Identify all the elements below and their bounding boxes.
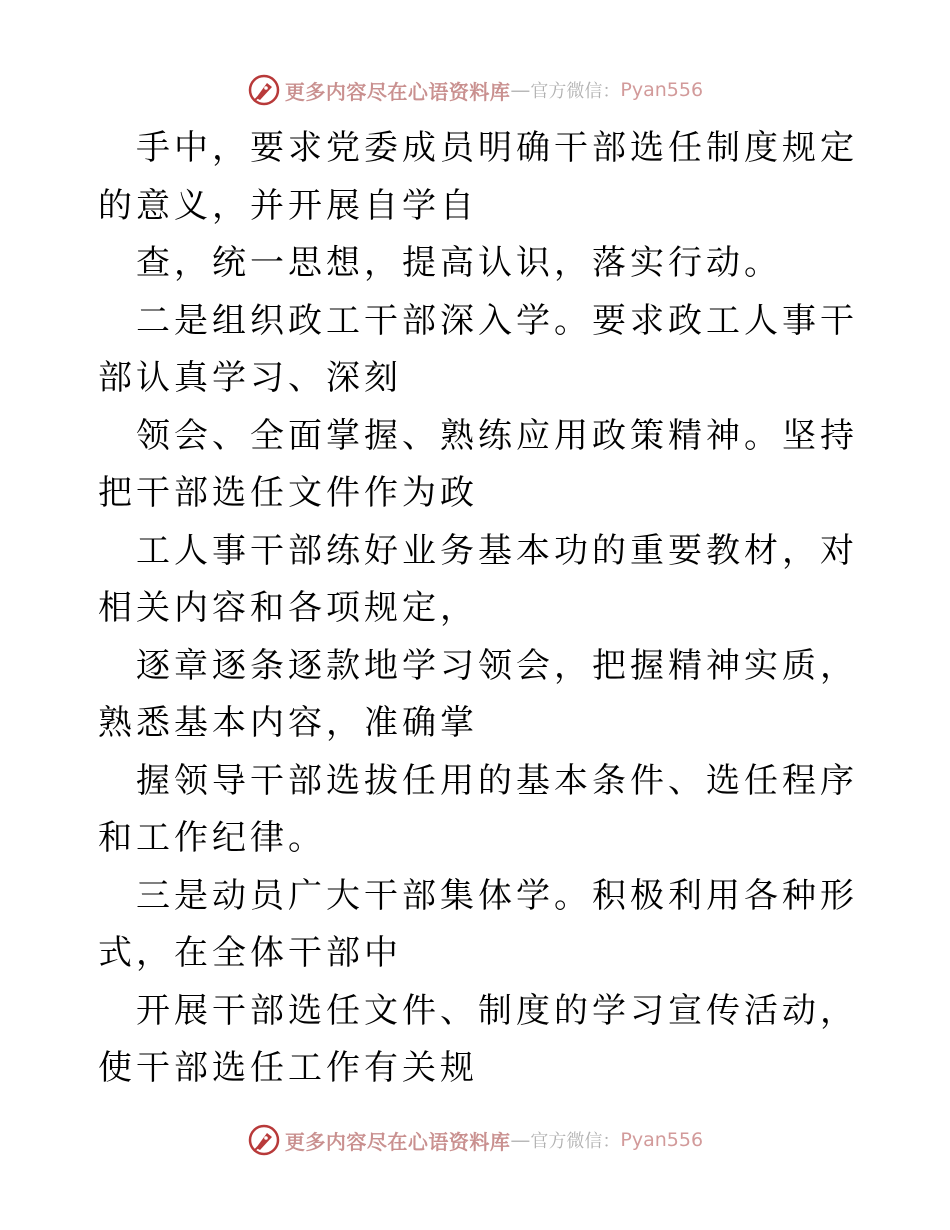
watermark-wechat-label: 官方微信： xyxy=(530,1131,621,1152)
watermark-main-text: 更多内容尽在心语资料库 xyxy=(284,1129,511,1154)
paragraph: 开展干部选任文件、制度的学习宣传活动，使干部选任工作有关规 xyxy=(98,990,858,1088)
watermark-wechat-label: 官方微信： xyxy=(530,81,621,102)
paragraph: 工人事干部练好业务基本功的重要教材，对相关内容和各项规定， xyxy=(98,530,858,628)
paragraph: 手中，要求党委成员明确干部选任制度规定的意义，并开展自学自 xyxy=(98,128,858,226)
paragraph: 查，统一思想，提高认识，落实行动。 xyxy=(136,243,782,283)
watermark-wechat-id: Pyan556 xyxy=(620,79,704,101)
document-body xyxy=(98,120,858,1098)
watermark-dash: — xyxy=(510,78,531,102)
paragraph: 握领导干部选拔任用的基本条件、选任程序和工作纪律。 xyxy=(98,760,858,858)
pen-nib-logo-icon xyxy=(247,1123,281,1157)
watermark-main-text: 更多内容尽在心语资料库 xyxy=(284,79,511,104)
paragraph: 二是组织政工干部深入学。要求政工人事干部认真学习、深刻 xyxy=(98,300,858,398)
watermark-wechat-id: Pyan556 xyxy=(620,1129,704,1151)
header-watermark xyxy=(0,70,950,110)
pen-nib-logo-icon xyxy=(247,73,281,107)
paragraph: 逐章逐条逐款地学习领会，把握精神实质，熟悉基本内容，准确掌 xyxy=(98,645,858,743)
paragraph: 三是动员广大干部集体学。积极利用各种形式，在全体干部中 xyxy=(98,875,858,973)
paragraph: 领会、全面掌握、熟练应用政策精神。坚持把干部选任文件作为政 xyxy=(98,415,858,513)
footer-watermark xyxy=(0,1120,950,1160)
watermark-dash: — xyxy=(510,1128,531,1152)
